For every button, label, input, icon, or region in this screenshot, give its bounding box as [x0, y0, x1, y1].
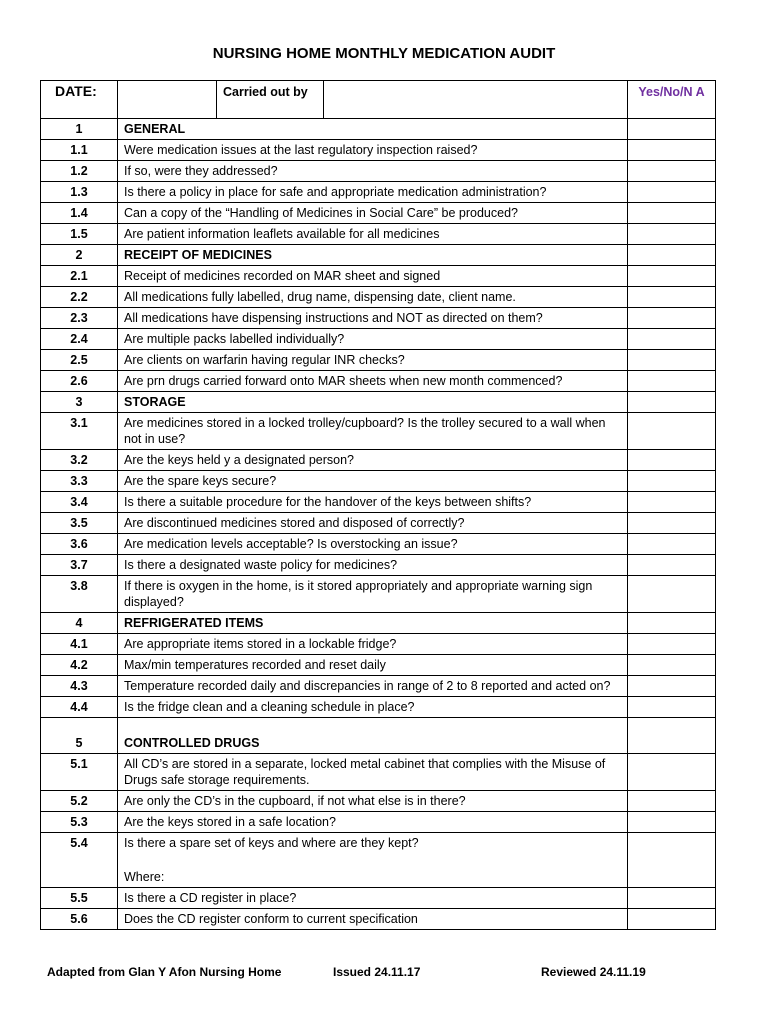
answer-cell[interactable] — [628, 203, 716, 224]
answer-cell[interactable] — [628, 718, 716, 754]
answer-cell[interactable] — [628, 308, 716, 329]
item-number: 5.5 — [41, 888, 118, 909]
answer-cell[interactable] — [628, 555, 716, 576]
question-text — [118, 350, 628, 371]
item-text: Can a copy of the “Handling of Medicines in Social Care” be produced? — [124, 206, 518, 220]
question-text — [118, 450, 628, 471]
footer-issued: Issued 24.11.17 — [333, 965, 421, 979]
question-row — [41, 450, 716, 471]
item-text: Are appropriate items stored in a lockable fridge? — [124, 637, 397, 651]
item-number: 5.2 — [41, 791, 118, 812]
answer-cell[interactable] — [628, 245, 716, 266]
answer-cell[interactable] — [628, 576, 716, 613]
answer-cell[interactable] — [628, 287, 716, 308]
item-number: 1.5 — [41, 224, 118, 245]
section-heading — [118, 245, 628, 266]
question-text — [118, 791, 628, 812]
question-row — [41, 655, 716, 676]
question-row — [41, 576, 716, 613]
question-text — [118, 308, 628, 329]
item-number: 2.3 — [41, 308, 118, 329]
answer-cell[interactable] — [628, 909, 716, 930]
answer-cell[interactable] — [628, 182, 716, 203]
answer-cell[interactable] — [628, 350, 716, 371]
item-text: Are medication levels acceptable? Is overstocking an issue? — [124, 537, 458, 551]
question-text — [118, 697, 628, 718]
section-heading — [118, 392, 628, 413]
item-text: Is there a spare set of keys and where are they kept? — [124, 836, 419, 850]
item-number: 5.6 — [41, 909, 118, 930]
item-number: 3.8 — [41, 576, 118, 613]
question-row — [41, 224, 716, 245]
question-row — [41, 161, 716, 182]
item-text: If so, were they addressed? — [124, 164, 278, 178]
question-text — [118, 182, 628, 203]
item-text: Are medicines stored in a locked trolley/cupboard? Is the trolley secured to a wall when not in use? — [124, 416, 606, 446]
item-number: 1 — [41, 119, 118, 140]
section-heading — [118, 119, 628, 140]
section-row — [41, 392, 716, 413]
question-row — [41, 492, 716, 513]
question-row — [41, 697, 716, 718]
question-text — [118, 140, 628, 161]
answer-cell[interactable] — [628, 392, 716, 413]
item-text: Were medication issues at the last regulatory inspection raised? — [124, 143, 478, 157]
item-number: 4.4 — [41, 697, 118, 718]
item-text: Temperature recorded daily and discrepancies in range of 2 to 8 reported and acted on? — [124, 679, 611, 693]
answer-cell[interactable] — [628, 450, 716, 471]
footer-adapted: Adapted from Glan Y Afon Nursing Home — [47, 965, 282, 979]
answer-cell[interactable] — [628, 812, 716, 833]
item-text: All medications fully labelled, drug name, dispensing date, client name. — [124, 290, 516, 304]
question-row — [41, 266, 716, 287]
answer-cell[interactable] — [628, 888, 716, 909]
question-text — [118, 833, 628, 888]
item-number: 3.7 — [41, 555, 118, 576]
item-number: 1.4 — [41, 203, 118, 224]
question-row — [41, 676, 716, 697]
item-text: Is there a CD register in place? — [124, 891, 297, 905]
item-number: 3.6 — [41, 534, 118, 555]
section-row — [41, 119, 716, 140]
header-row — [41, 81, 716, 119]
item-number: 5 — [41, 718, 118, 754]
item-text: Are only the CD’s in the cupboard, if not what else is in there? — [124, 794, 466, 808]
item-text: CONTROLLED DRUGS — [124, 736, 260, 750]
answer-cell[interactable] — [628, 613, 716, 634]
item-number: 5.4 — [41, 833, 118, 888]
item-number: 3.4 — [41, 492, 118, 513]
item-number: 2.1 — [41, 266, 118, 287]
date-field[interactable] — [118, 81, 217, 119]
item-text: Is there a policy in place for safe and appropriate medication administration? — [124, 185, 547, 199]
question-row — [41, 350, 716, 371]
question-row — [41, 513, 716, 534]
item-text: Are prn drugs carried forward onto MAR sheets when new month commenced? — [124, 374, 563, 388]
carried-out-by-field[interactable] — [324, 81, 628, 119]
item-text: Is the fridge clean and a cleaning schedule in place? — [124, 700, 415, 714]
item-text: Are the keys stored in a safe location? — [124, 815, 336, 829]
item-text: REFRIGERATED ITEMS — [124, 616, 264, 630]
item-number: 4.3 — [41, 676, 118, 697]
item-text: Are discontinued medicines stored and disposed of correctly? — [124, 516, 465, 530]
question-text — [118, 371, 628, 392]
question-row — [41, 534, 716, 555]
audit-table — [40, 80, 716, 930]
item-text: Is there a designated waste policy for medicines? — [124, 558, 398, 572]
answer-cell[interactable] — [628, 371, 716, 392]
item-number: 5.3 — [41, 812, 118, 833]
item-number: 3.5 — [41, 513, 118, 534]
item-text: Are clients on warfarin having regular INR checks? — [124, 353, 405, 367]
answer-cell[interactable] — [628, 266, 716, 287]
answer-cell[interactable] — [628, 634, 716, 655]
answer-cell[interactable] — [628, 119, 716, 140]
question-row — [41, 791, 716, 812]
item-number: 4.1 — [41, 634, 118, 655]
answer-cell[interactable] — [628, 413, 716, 450]
question-text — [118, 203, 628, 224]
question-text — [118, 754, 628, 791]
item-text: Is there a suitable procedure for the handover of the keys between shifts? — [124, 495, 532, 509]
question-row — [41, 329, 716, 350]
section-row — [41, 245, 716, 266]
item-text: RECEIPT OF MEDICINES — [124, 248, 272, 262]
item-number: 2.2 — [41, 287, 118, 308]
answer-cell[interactable] — [628, 697, 716, 718]
question-text — [118, 909, 628, 930]
question-text — [118, 224, 628, 245]
item-text: STORAGE — [124, 395, 186, 409]
answer-cell[interactable] — [628, 791, 716, 812]
question-row — [41, 140, 716, 161]
section-row — [41, 613, 716, 634]
answer-cell[interactable] — [628, 676, 716, 697]
question-row — [41, 182, 716, 203]
item-number: 5.1 — [41, 754, 118, 791]
question-text — [118, 812, 628, 833]
question-row — [41, 754, 716, 791]
item-text: Does the CD register conform to current specification — [124, 912, 418, 926]
question-row — [41, 413, 716, 450]
question-row — [41, 812, 716, 833]
where-label: Where: — [124, 870, 165, 884]
answer-cell[interactable] — [628, 329, 716, 350]
section-row — [41, 718, 716, 754]
question-text — [118, 471, 628, 492]
question-text — [118, 513, 628, 534]
question-row — [41, 471, 716, 492]
item-text: Are the spare keys secure? — [124, 474, 277, 488]
question-text — [118, 576, 628, 613]
question-text — [118, 492, 628, 513]
item-text: Are patient information leaflets available for all medicines — [124, 227, 440, 241]
item-number: 1.1 — [41, 140, 118, 161]
answer-cell[interactable] — [628, 513, 716, 534]
item-number: 3.2 — [41, 450, 118, 471]
answer-cell[interactable] — [628, 140, 716, 161]
section-heading — [118, 613, 628, 634]
answer-cell[interactable] — [628, 224, 716, 245]
question-text — [118, 634, 628, 655]
answer-cell[interactable] — [628, 655, 716, 676]
item-text: All medications have dispensing instructions and NOT as directed on them? — [124, 311, 543, 325]
item-text: If there is oxygen in the home, is it stored appropriately and appropriate warning sign displayed? — [124, 579, 593, 609]
question-row — [41, 287, 716, 308]
footer-reviewed: Reviewed 24.11.19 — [541, 965, 646, 979]
item-number: 2 — [41, 245, 118, 266]
answer-cell[interactable] — [628, 833, 716, 888]
answer-cell[interactable] — [628, 161, 716, 182]
item-number: 2.6 — [41, 371, 118, 392]
item-number: 2.4 — [41, 329, 118, 350]
item-number: 4.2 — [41, 655, 118, 676]
answer-cell[interactable] — [628, 754, 716, 791]
question-text — [118, 676, 628, 697]
answer-cell[interactable] — [628, 471, 716, 492]
item-number: 2.5 — [41, 350, 118, 371]
item-text: Max/min temperatures recorded and reset daily — [124, 658, 386, 672]
question-text — [118, 534, 628, 555]
item-text: Are multiple packs labelled individually? — [124, 332, 345, 346]
question-text — [118, 655, 628, 676]
question-text — [118, 161, 628, 182]
question-text — [118, 413, 628, 450]
question-row — [41, 308, 716, 329]
answer-cell[interactable] — [628, 534, 716, 555]
question-text — [118, 266, 628, 287]
question-row — [41, 833, 716, 888]
item-text: All CD’s are stored in a separate, locked metal cabinet that complies with the Misuse of Drugs safe storage requirements. — [124, 757, 606, 787]
item-number: 1.2 — [41, 161, 118, 182]
question-row — [41, 634, 716, 655]
carried-out-by-label: Carried out by — [217, 81, 324, 119]
item-number: 3 — [41, 392, 118, 413]
item-text: Are the keys held y a designated person? — [124, 453, 355, 467]
yes-no-na-header: Yes/No/N A — [628, 81, 716, 119]
question-text — [118, 329, 628, 350]
question-text — [118, 287, 628, 308]
section-heading — [118, 718, 628, 754]
item-number: 1.3 — [41, 182, 118, 203]
item-number: 3.1 — [41, 413, 118, 450]
item-number: 3.3 — [41, 471, 118, 492]
item-text: Receipt of medicines recorded on MAR sheet and signed — [124, 269, 441, 283]
question-row — [41, 371, 716, 392]
answer-cell[interactable] — [628, 492, 716, 513]
item-number: 4 — [41, 613, 118, 634]
question-text — [118, 888, 628, 909]
question-row — [41, 909, 716, 930]
date-label: DATE: — [41, 81, 118, 119]
question-row — [41, 888, 716, 909]
question-row — [41, 555, 716, 576]
page-title: NURSING HOME MONTHLY MEDICATION AUDIT — [212, 45, 556, 62]
question-row — [41, 203, 716, 224]
question-text — [118, 555, 628, 576]
item-text: GENERAL — [124, 122, 186, 136]
